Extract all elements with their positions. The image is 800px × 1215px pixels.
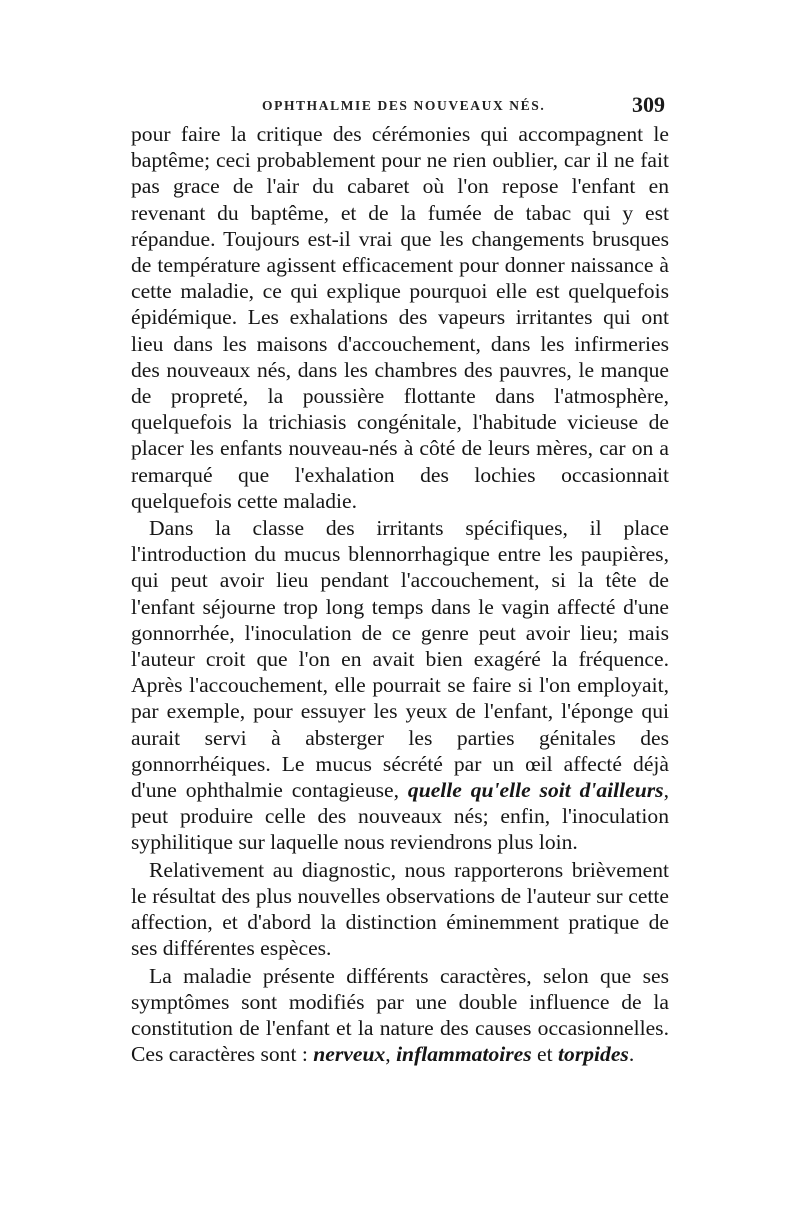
paragraph-4-end: .	[628, 1042, 635, 1067]
running-title: OPHTHALMIE DES NOUVEAUX NÉS.	[262, 98, 546, 113]
paragraph-2-text: Dans la classe des irritants spécifiques, il place l'introduction du mucus blennorrhagique entre les paupières, qui peut avoir lieu pendant l'accouchement, si la tête de l'enfant séjourne trop long temps dans le vagin affecté d'une gonnorrhée, l'inoculation de ce genre peut avoir lieu; mais l'auteur croit que l'on en avait bien exagéré la fréquence. Après l'accouchement, elle pourrait se faire si l'on employait, par exemple, pour essuyer les yeux de l'enfant, l'éponge qui aurait servi à absterger les parties génitales des gonnorrhéiques. Le mucus sécrété par un œil affecté déjà d'une ophthalmie contagieuse,	[131, 516, 669, 803]
paragraph-4-text: La maladie présente différents caractères, selon que ses symptômes sont modifiés par une double influence de la constitution de l'enfant et la nature des causes occasionnelles. Ces caractères sont :	[131, 963, 669, 1067]
paragraph-3: Relativement au diagnostic, nous rapporterons brièvement le résultat des plus nouvelles observations de l'auteur sur cette affection, et d'abord la distinction éminemment pratique de ses différentes espèces.	[131, 857, 669, 961]
paragraph-4-emphasis-inflammatoires: inflammatoires	[396, 1042, 532, 1067]
page-number: 309	[632, 92, 665, 117]
paragraph-4-separator-1: ,	[385, 1042, 397, 1067]
paragraph-2-text-end: , peut produire celle des nouveaux nés; enfin, l'inoculation syphilitique sur laquelle nous reviendrons plus loin.	[131, 778, 669, 855]
paragraph-2-emphasis: quelle qu'elle soit d'ailleurs	[407, 778, 664, 803]
paragraph-4	[131, 963, 669, 1068]
paragraph-4-separator-2: et	[531, 1042, 559, 1067]
paragraph-4-emphasis-torpides: torpides	[558, 1042, 629, 1067]
paragraph-2	[131, 515, 669, 856]
body-text	[131, 121, 669, 1067]
paragraph-1: pour faire la critique des cérémonies qui accompagnent le baptême; ceci probablement pour ne rien oublier, car il ne fait pas grace de l'air du cabaret où l'on repose l'enfant en revenant du baptême, et de la fumée de tabac qui y est répandue. Toujours est-il vrai que les changements brusques de température agissent efficacement pour donner naissance à cette maladie, ce qui explique pourquoi elle est quelquefois épidémique. Les exhalations des vapeurs irritantes qui ont lieu dans les maisons d'accouchement, dans les infirmeries des nouveaux nés, dans les chambres des pauvres, le manque de propreté, la poussière flottante dans l'atmosphère, quelquefois la trichiasis congénitale, l'habitude vicieuse de placer les enfants nouveau-nés à côté de leurs mères, car on a remarqué que l'exhalation des lochies occasionnait quelquefois cette maladie.	[131, 122, 669, 513]
paragraph-4-emphasis-nerveux: nerveux	[313, 1042, 386, 1067]
